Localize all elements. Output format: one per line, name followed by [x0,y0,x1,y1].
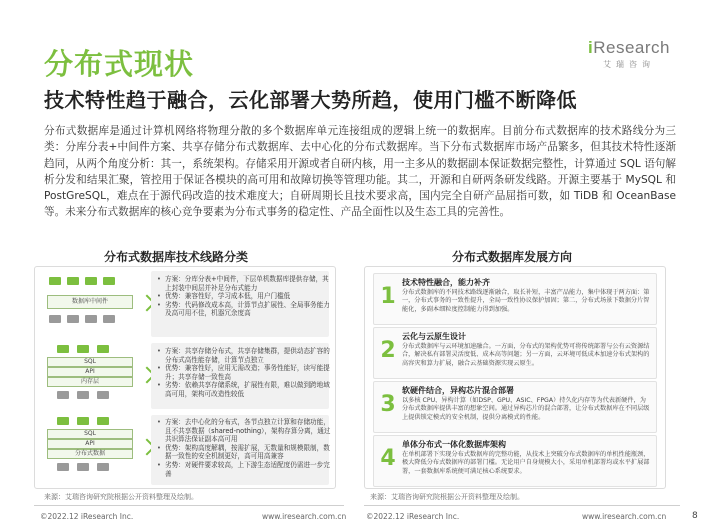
database-icon [67,315,79,323]
database-icon [103,315,115,323]
distributed-data-layer: 分布式数据 [47,449,133,459]
route-1-advantage: • 优势：兼容性好，学习成本低，用户门槛低 [157,292,333,301]
development-direction-panel [364,266,666,489]
footer-url-left: www.iresearch.com.cn [262,512,347,521]
direction-number: 1 [380,284,396,309]
server-icon [97,417,109,425]
route-3-disadvantage: • 劣势：对硬件要求较高，上下游生态适配度仍需进一步完善 [157,461,333,478]
direction-item-4 [373,435,657,487]
route-row-2 [41,343,329,411]
sql-layer: SQL [47,429,133,439]
route-row-3 [41,415,329,485]
route-row-1 [41,271,329,339]
page-title: 分布式现状 [44,47,195,81]
footer-url-right: www.iresearch.com.cn [582,512,667,521]
storage-icon [77,463,89,471]
database-icon [85,315,97,323]
storage-icon [77,391,89,399]
server-icon [85,277,97,285]
left-section-heading: 分布式数据库技术线路分类 [104,250,249,264]
route-2-text [157,347,333,399]
middleware-layer: 数据库中间件 [47,295,133,309]
server-icon [103,277,115,285]
route-1-text [157,275,333,318]
api-layer: API [47,439,133,449]
right-section-heading: 分布式数据库发展方向 [452,250,573,264]
footer-divider-left [34,505,344,506]
page-number: 8 [692,511,698,521]
memory-layer: 内存层 [47,377,133,387]
database-icon [49,315,61,323]
logo-brand-i: i [588,38,594,57]
route-2-advantage: • 优势：兼容性好，应用无需改造；事务性能好，读写能提升；共享存储一致性高 [157,364,333,381]
route-3-scheme: • 方案：去中心化的分布式，各节点独立计算和存储功能，且不共享数据（shared-nothing），架构存算分离，通过共识算法保证副本高可用 [157,418,333,444]
direction-body: 在单机部署下实现分布式数据库的完整功能，从技术上突破分布式数据库的单机性能瓶颈，极大降低分布式数据库的部署门槛。无论用户自身规模大小，采用单机部署均或水平扩展部署，一套数据库系统便可满足核心系统要求。 [402,451,650,475]
footer-copyright-right: ©2022.12 iResearch Inc. [366,512,460,521]
direction-title: 单体分布式一体化数据库架构 [402,440,506,449]
storage-icon [97,391,109,399]
footer-copyright-left: ©2022.12 iResearch Inc. [40,512,134,521]
server-icon [77,345,89,353]
api-layer: API [47,367,133,377]
route-2-disadvantage: • 劣势：依赖共享存储系统，扩展性有限，难以做到跨地域高可用，架构可改造性较低 [157,381,333,398]
direction-title: 软硬件结合，异构芯片混合部署 [402,386,514,395]
server-icon [97,345,109,353]
route-3-text [157,418,333,478]
server-icon [49,277,61,285]
direction-title: 云化与云原生设计 [402,332,466,341]
page-subtitle: 技术特性趋于融合，云化部署大势所趋，使用门槛不断降低 [44,88,577,112]
logo-brand-text: Research [593,38,670,57]
direction-body: 分布式数据库与云环境加速融合。一方面，分布式的架构优势可将传统部署与公有云资源结合，解决私有部署灵活度低、成本高等问题；另一方面，云环境可低成本加速分布式架构的高容灾和算力扩展，融合云基础资源实现云原生。 [402,343,650,367]
sql-layer: SQL [47,357,133,367]
right-source-note: 来源：艾瑞咨询研究院根据公开资料整理及绘制。 [370,493,524,501]
direction-number: 3 [380,392,396,417]
direction-number: 4 [380,446,396,471]
direction-body: 以多核 CPU、异构计算（如DSP、GPU、ASIC、FPGA）持久化内存等为代表新硬件，为分布式数据库提供丰富的想象空间。通过异构芯片的混合部署，让分布式数据库在不同层级上提供锁定模式的安全机制，提供分离模式的性能。 [402,397,650,421]
server-icon [67,277,79,285]
logo-subtext: 艾瑞咨询 [603,60,655,69]
route-1-disadvantage: • 劣势：代码修改成本高，计算节点扩展性、全局事务能力及高可用不佳，机器冗余度高 [157,301,333,318]
left-source-note: 来源：艾瑞咨询研究院根据公开资料整理及绘制。 [44,493,198,501]
direction-title: 技术特性融合，能力补齐 [402,278,490,287]
storage-icon [97,463,109,471]
middleware-diagram [41,271,141,335]
storage-icon [57,391,69,399]
intro-paragraph: 分布式数据库是通过计算机网络将物理分散的多个数据库单元连接组成的逻辑上统一的数据库。目前分布式数据库的技术路线分为三类：分库分表+中间件方案、共享存储分布式数据库、去中心化的分布式数据库。当下分布式数据库市场产品繁多，但其技术特性逐渐趋同，从两个角度分析：其一，系统架构。存储采用开源或者自研内核，用一主多从的数据副本保证数据完整性，计算通过 SQL 语句解析分发和结果汇聚，管控用于保证各模块的高可用和故障切换等管理功能。其二，开源和自研两条研发线路。开源主要基于 MySQL 和 PostGreSQL，难点在于源代码改造的技术难度大；自研周期长且技术要求高，国内完全自研产品屈指可数，如 TiDB 和 OceanBase 等。未来分布式数据库的核心竞争要素为分布式事务的稳定性、产品全面性以及生态工具的完善性。 [44,125,676,219]
tech-route-panel [34,266,336,489]
server-icon [77,417,89,425]
iresearch-logo [586,38,672,70]
decentralized-diagram [41,415,141,479]
direction-item-2 [373,327,657,379]
shared-storage-diagram [41,343,141,407]
direction-item-3 [373,381,657,433]
route-3-advantage: • 优势：架构高度解耦，按需扩展，无数量和规模限制，数据一致性的安全机制更好，高可用高兼容 [157,444,333,461]
route-1-scheme: • 方案：分库分表+中间件，下层单机数据库提供存储，其上封装中间层并补足分布式能力 [157,275,333,292]
footer-divider-right [364,505,680,506]
route-2-scheme: • 方案：共享存储分布式，共享存储集群，提供动态扩容的分布式高性能存储，计算节点独立 [157,347,333,364]
storage-icon [57,463,69,471]
server-icon [57,345,69,353]
server-icon [57,417,69,425]
direction-number: 2 [380,338,396,363]
direction-body: 分布式数据库的不同技术路线逐渐融合，取长补短，丰富产品能力，集中体现于两方面：第一，分布式事务的一致性提升，全局一致性协议保护加固；第二，分布式场景下数据分片智能化，多副本细粒度控制能力得到加强。 [402,289,650,313]
direction-item-1 [373,273,657,325]
